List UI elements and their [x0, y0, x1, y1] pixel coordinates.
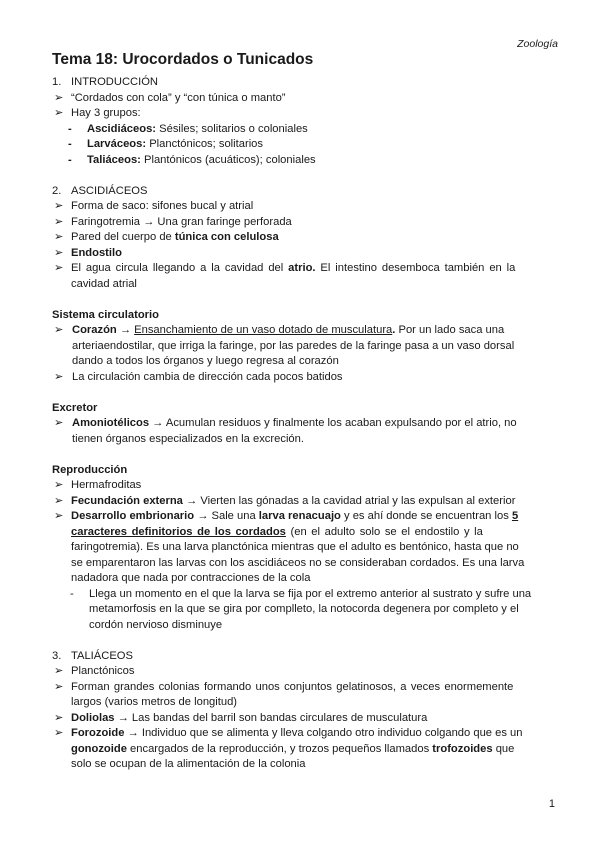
section-heading-taliaceos — [52, 649, 556, 665]
list-item-continuation — [52, 618, 556, 634]
document-body — [52, 75, 556, 773]
page-title: Tema 18: Urocordados o Tunicados — [52, 51, 314, 68]
list-item-text: → Individuo que se alimenta y lleva colgando otro individuo colgando que es un — [124, 727, 523, 739]
list-item-text: (en el adulto solo se el endostilo y la — [285, 525, 483, 538]
arrow-bullet-icon: ➢ — [54, 711, 64, 724]
term: Corazón — [72, 324, 117, 336]
list-item-text: El intestino desemboca también en la — [315, 262, 516, 274]
arrow-bullet-icon: ➢ — [54, 215, 64, 228]
list-item-text: metamorfosis en la que se gira por complleto, la notocorda degenera por completo y el — [89, 603, 519, 615]
sub-list-item — [52, 587, 556, 603]
list-item — [52, 478, 556, 494]
sub-list-item — [52, 153, 556, 169]
term: Larváceos: — [87, 138, 147, 150]
list-item-text: → Acumulan residuos y finalmente los acaban expulsando por el atrio, no — [149, 417, 517, 429]
list-item-text: largos (varios metros de longitud) — [71, 696, 238, 708]
arrow-bullet-icon: ➢ — [54, 324, 64, 336]
arrow-bullet-icon: ➢ — [54, 680, 64, 693]
term: Amoniotélicos — [72, 417, 150, 429]
term: larva renacuajo — [258, 510, 341, 522]
list-item-text: → Sale una — [194, 510, 259, 522]
list-item-continuation — [52, 556, 556, 572]
list-item-text: cordón nervioso disminuye — [89, 618, 223, 631]
list-item-text: Forman grandes colonias formando unos conjuntos gelatinosos, a veces enormemente — [71, 680, 514, 693]
section-number: 1. — [52, 76, 62, 88]
arrow-bullet-icon: ➢ — [54, 727, 64, 739]
list-item — [52, 370, 556, 386]
list-item-text: nadadora que nada por contracciones de la cola — [71, 572, 311, 584]
list-item — [52, 323, 556, 339]
list-item-text: Faringotremia → Una gran faringe perforada — [71, 215, 292, 228]
list-item-continuation — [52, 339, 556, 355]
list-item-continuation — [52, 432, 556, 448]
list-item — [52, 726, 556, 742]
arrow-bullet-icon: ➢ — [54, 91, 64, 104]
list-item-text: Llega un momento en el que la larva se fija por el extremo anterior al sustrato y sufre una — [89, 587, 532, 600]
list-item-continuation — [52, 757, 556, 773]
list-item — [52, 416, 556, 432]
list-item — [52, 106, 556, 122]
subheading-sistema-circulatorio: Sistema circulatorio — [52, 308, 159, 321]
list-item-text: faringotremia). Es una larva planctónica mientras que el adulto es bentónico, hasta que no — [71, 541, 519, 553]
underlined-text: Ensanchamiento de un vaso dotado de musculatura — [134, 324, 393, 336]
sub-list-item — [52, 122, 556, 138]
list-item-continuation — [52, 695, 556, 711]
subheading-excretor: Excretor — [52, 401, 98, 414]
list-item-text: solo se ocupan de la alimentación de la colonia — [71, 758, 306, 770]
term: gonozoide — [71, 742, 127, 755]
term: Doliolas — [71, 711, 115, 724]
list-item-text: El agua circula llegando a la cavidad del — [71, 262, 289, 274]
list-item-text: y es ahí donde se encuentran los — [340, 510, 512, 522]
arrow-bullet-icon: ➢ — [54, 370, 64, 383]
list-item-text: que — [492, 742, 515, 755]
underlined-text: 5 — [511, 510, 519, 522]
list-item-continuation — [52, 354, 556, 370]
list-item-text: encargados de la reproducción, y trozos pequeños llamados — [126, 742, 433, 755]
term: Forozoide — [71, 727, 125, 739]
section-title: INTRODUCCIÓN — [71, 76, 159, 88]
subject-header: Zoología — [517, 38, 558, 50]
dash-bullet-icon: - — [68, 122, 72, 135]
list-item — [52, 664, 556, 680]
term: Fecundación externa — [71, 494, 183, 507]
list-item-text: Planctónicos — [71, 665, 135, 677]
arrow-bullet-icon: ➢ — [54, 107, 64, 119]
list-item-text: tienen órganos especializados en la excreción. — [72, 432, 304, 445]
list-item-text: dando a todos los órganos y luego regresa al corazón — [72, 355, 339, 367]
arrow-text: → — [116, 324, 135, 336]
list-item — [52, 261, 556, 277]
definition: Sésiles; solitarios o coloniales — [156, 122, 308, 135]
list-item-text: se emparentaron las larvas con los ascidiáceos no se consideraban cordados. Es una larva — [71, 556, 525, 569]
list-item — [52, 199, 556, 215]
list-item-continuation — [52, 540, 556, 556]
term: Taliáceos: — [87, 153, 141, 166]
dash-bullet-icon: - — [68, 138, 72, 150]
sub-list-item — [52, 137, 556, 153]
list-item — [52, 91, 556, 107]
term: Desarrollo embrionario — [71, 510, 195, 522]
list-item-text: Pared del cuerpo de — [71, 231, 175, 243]
arrow-bullet-icon: ➢ — [54, 665, 64, 677]
section-title: TALIÁCEOS — [71, 649, 133, 662]
list-item-text: → Las bandas del barril son bandas circulares de musculatura — [114, 711, 428, 724]
list-item — [52, 509, 556, 525]
dash-bullet-icon: - — [70, 587, 74, 600]
dash-bullet-icon: - — [68, 153, 72, 166]
term: atrio. — [288, 262, 316, 274]
term: Endostilo — [71, 246, 122, 259]
list-item — [52, 711, 556, 727]
arrow-bullet-icon: ➢ — [54, 200, 64, 212]
arrow-bullet-icon: ➢ — [54, 262, 64, 274]
list-item — [52, 230, 556, 246]
list-item-text: cavidad atrial — [71, 277, 137, 290]
list-item-text: Forma de saco: sifones bucal y atrial — [71, 200, 254, 212]
list-item — [52, 494, 556, 510]
section-number: 3. — [52, 649, 62, 662]
list-item-continuation — [52, 571, 556, 587]
punctuation: . — [392, 324, 396, 336]
list-item-text: → Vierten las gónadas a la cavidad atrial y las expulsan al exterior — [182, 494, 516, 507]
underlined-text: caracteres definitorios de los cordados — [71, 525, 286, 538]
section-number: 2. — [52, 184, 62, 197]
section-heading-ascidiaceos — [52, 184, 556, 200]
list-item-continuation — [52, 525, 556, 541]
list-item-text: “Cordados con cola” y “con túnica o manto” — [71, 91, 286, 104]
arrow-bullet-icon: ➢ — [54, 510, 64, 522]
list-item-continuation — [52, 742, 556, 758]
definition: Planctónicos; solitarios — [146, 138, 263, 150]
arrow-bullet-icon: ➢ — [54, 246, 64, 259]
list-item-text: Hermafroditas — [71, 479, 142, 491]
arrow-bullet-icon: ➢ — [54, 417, 64, 429]
term: trofozoides — [432, 742, 493, 755]
arrow-bullet-icon: ➢ — [54, 479, 64, 491]
section-heading-introduccion — [52, 75, 556, 91]
list-item-text: La circulación cambia de dirección cada pocos batidos — [72, 370, 343, 383]
list-item-text: Hay 3 grupos: — [71, 107, 141, 119]
list-item-continuation — [52, 277, 556, 293]
list-item — [52, 215, 556, 231]
list-item-continuation — [52, 602, 556, 618]
definition: Plantónicos (acuáticos); coloniales — [140, 153, 316, 166]
term: Ascidiáceos: — [87, 122, 157, 135]
section-title: ASCIDIÁCEOS — [71, 184, 148, 197]
list-item-text: arteriaendostilar, que irriga la faringe, por las paredes de la faringe pasa a un vaso dorsal — [72, 339, 515, 352]
term: túnica con celulosa — [174, 231, 279, 243]
list-item-text: Por un lado saca una — [395, 324, 505, 336]
subheading-reproduccion: Reproducción — [52, 463, 128, 476]
list-item — [52, 246, 556, 262]
arrow-bullet-icon: ➢ — [54, 494, 64, 507]
list-item — [52, 680, 556, 696]
page-number: 1 — [548, 798, 555, 810]
arrow-bullet-icon: ➢ — [54, 231, 64, 243]
